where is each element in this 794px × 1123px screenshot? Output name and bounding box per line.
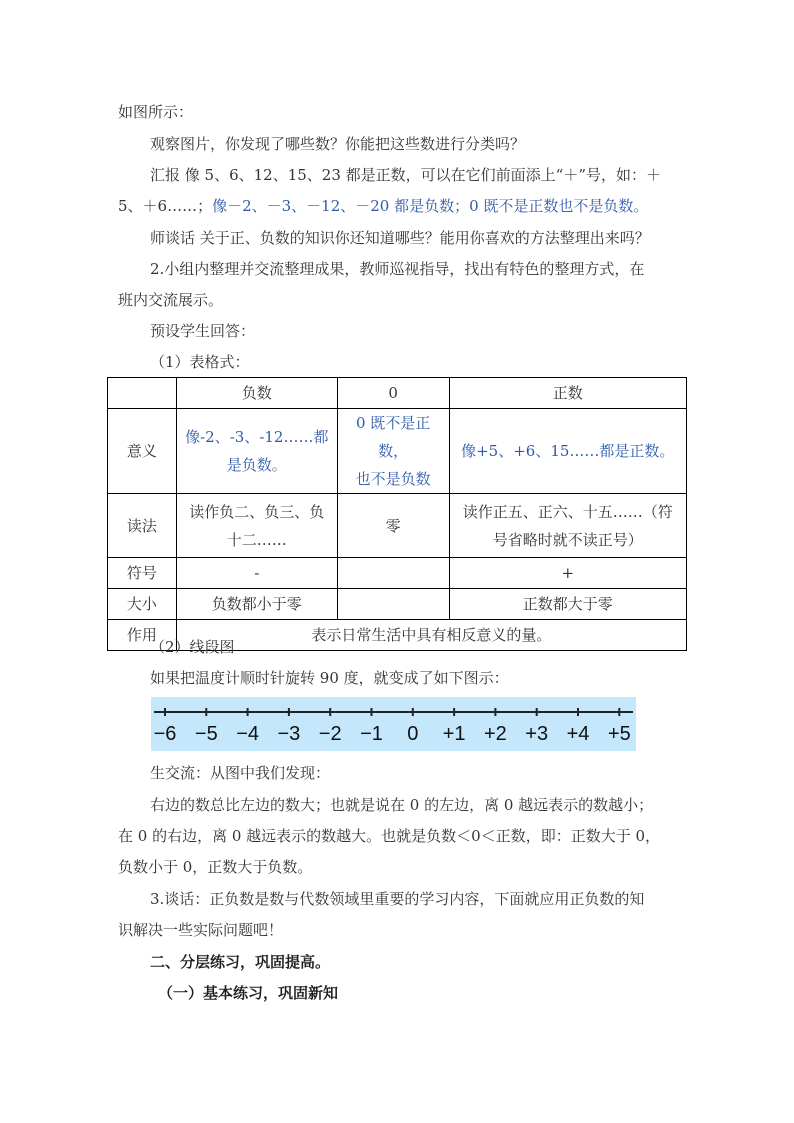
para-exchange: 生交流：从图中我们发现： xyxy=(150,764,331,782)
para-group-2: 班内交流展示。 xyxy=(118,291,224,309)
header-negative: 负数 xyxy=(176,378,337,409)
table-corner-cell xyxy=(108,378,177,409)
number-line-label: +1 xyxy=(442,723,466,745)
header-zero: 0 xyxy=(337,378,449,409)
para-teacher-talk: 师谈话 关于正、负数的知识你还知道哪些？能用你喜欢的方法整理出来吗？ xyxy=(150,229,650,247)
table-row xyxy=(108,589,687,620)
para-observe: 观察图片，你发现了哪些数？你能把这些数进行分类吗？ xyxy=(150,135,526,153)
number-line-label: −1 xyxy=(360,723,383,745)
cell-positive: 读作正五、正六、十五……（符 号省略时就不读正号） xyxy=(449,494,687,558)
para-talk-1: 3.谈话：正负数是数与代数领域里重要的学习内容，下面就应用正负数的知 xyxy=(150,890,645,908)
number-line-label: +3 xyxy=(525,723,549,745)
cell-positive: + xyxy=(449,558,687,589)
report-negative-examples: 像－2、－3、－12、－20 都是负数；0 既不是正数也不是负数。 xyxy=(212,197,649,215)
cell-negative: - xyxy=(176,558,337,589)
number-line-label: +4 xyxy=(566,723,590,745)
subsection-heading: （一）基本练习，巩固新知 xyxy=(158,984,339,1002)
cell-negative: 像-2、-3、-12……都 是负数。 xyxy=(176,409,337,494)
table-row xyxy=(108,409,687,494)
para-findings-2: 在 0 的右边，离 0 越远表示的数越大。也就是负数＜0＜正数，即：正数大于 0， xyxy=(118,827,661,845)
para-preset: 预设学生回答： xyxy=(150,322,256,340)
cell-negative: 读作负二、负三、负 十二…… xyxy=(176,494,337,558)
row-label: 符号 xyxy=(108,558,177,589)
header-positive: 正数 xyxy=(449,378,687,409)
number-line-label: 0 xyxy=(407,723,419,745)
cell-zero xyxy=(337,558,449,589)
cell-positive: 像+5、+6、15……都是正数。 xyxy=(449,409,687,494)
cell-purpose: 表示日常生活中具有相反意义的量。 xyxy=(176,620,686,651)
para-line-heading: （2）线段图 xyxy=(150,638,235,656)
para-group-1: 2.小组内整理并交流整理成果，教师巡视指导，找出有特色的整理方式，在 xyxy=(150,260,645,278)
cell-zero xyxy=(337,589,449,620)
para-findings-1: 右边的数总比左边的数大；也就是说在 0 的左边，离 0 越远表示的数越小； xyxy=(150,796,654,814)
para-talk-2: 识解决一些实际问题吧！ xyxy=(118,921,284,939)
row-label: 作用 xyxy=(108,620,177,651)
report-positive-examples: 5、＋6……； xyxy=(118,197,213,215)
number-line-label: −4 xyxy=(236,723,260,745)
para-findings-3: 负数小于 0，正数大于负数。 xyxy=(118,858,313,876)
row-label: 读法 xyxy=(108,494,177,558)
number-line xyxy=(151,697,636,751)
table-row xyxy=(108,494,687,558)
para-table-heading: （1）表格式： xyxy=(150,353,250,371)
cell-zero: 零 xyxy=(337,494,449,558)
section-heading: 二、分层练习，巩固提高。 xyxy=(150,953,331,971)
cell-zero: 0 既不是正数， 也不是负数 xyxy=(337,409,449,494)
number-line-label: −3 xyxy=(277,723,301,745)
number-line-graphic xyxy=(151,697,636,751)
cell-positive: 正数都大于零 xyxy=(449,589,687,620)
number-line-label: −2 xyxy=(318,723,342,745)
para-thermometer: 如果把温度计顺时针旋转 90 度，就变成了如下图示： xyxy=(150,669,509,687)
row-label: 大小 xyxy=(108,589,177,620)
para-report-2 xyxy=(118,196,648,216)
summary-table xyxy=(107,377,687,651)
para-report-1: 汇报 像 5、6、12、15、23 都是正数，可以在它们前面添上“＋”号，如：＋ xyxy=(150,166,661,184)
number-line-label: +5 xyxy=(607,723,631,745)
number-line-label: −5 xyxy=(194,723,218,745)
para-intro: 如图所示： xyxy=(118,103,194,121)
table-header-row xyxy=(108,378,687,409)
number-line-label: +2 xyxy=(483,723,507,745)
cell-negative: 负数都小于零 xyxy=(176,589,337,620)
row-label: 意义 xyxy=(108,409,177,494)
table-row xyxy=(108,558,687,589)
number-line-label: −6 xyxy=(153,723,177,745)
